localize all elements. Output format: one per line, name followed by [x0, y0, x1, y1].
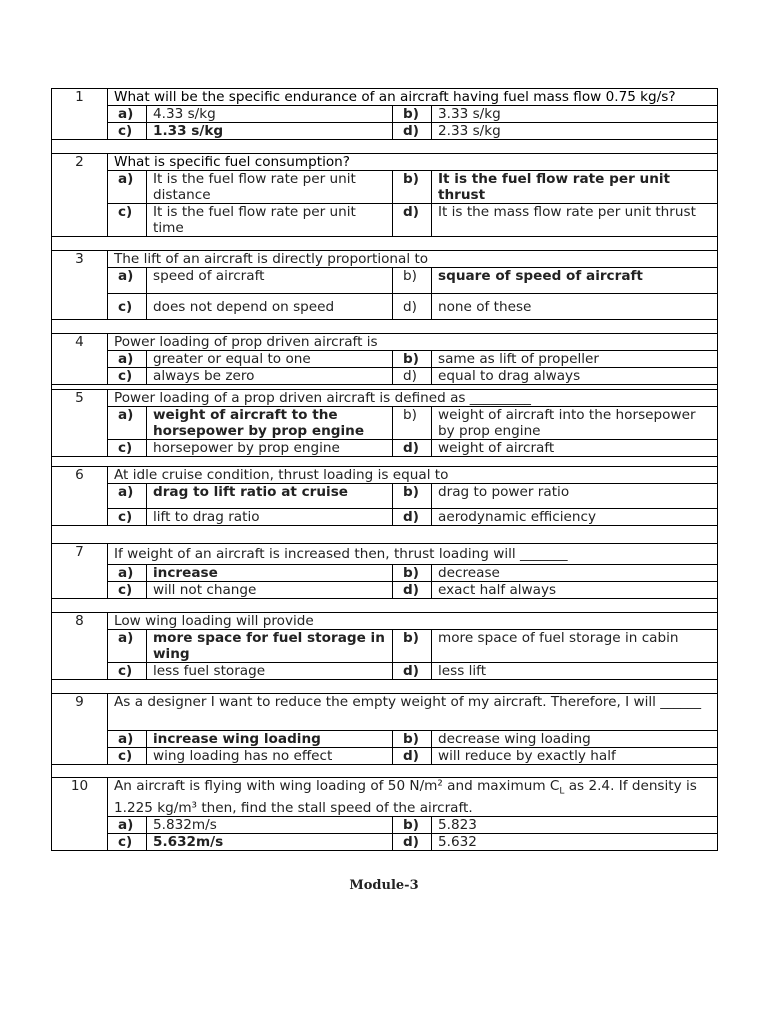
question-text: What will be the specific endurance of an aircraft having fuel mass flow 0.75 kg/s? [108, 89, 718, 106]
option-row [52, 294, 718, 320]
question-number: 5 [52, 390, 108, 457]
question-text-part: An aircraft is flying with wing loading of 50 N/m² and maximum C [114, 778, 560, 794]
option-text: always be zero [147, 368, 393, 385]
option-label: d) [393, 748, 432, 765]
option-label: d) [393, 440, 432, 457]
option-text-correct: weight of aircraft to the horsepower by prop engine [147, 407, 393, 440]
question-text: The lift of an aircraft is directly proportional to [108, 251, 718, 268]
question-text-subscript: L [559, 786, 565, 797]
option-label: a) [108, 731, 147, 748]
option-row [52, 565, 718, 582]
spacer-row [52, 237, 718, 251]
option-text: 5.632 [432, 833, 718, 850]
option-text: 5.832m/s [147, 816, 393, 833]
question-text [108, 778, 718, 817]
option-text: weight of aircraft [432, 440, 718, 457]
option-text: 3.33 s/kg [432, 106, 718, 123]
option-row [52, 833, 718, 850]
question-number: 8 [52, 613, 108, 680]
question-row [52, 89, 718, 106]
question-text: If weight of an aircraft is increased then, thrust loading will _______ [108, 544, 718, 565]
option-text: decrease [432, 565, 718, 582]
option-text-correct: increase wing loading [147, 731, 393, 748]
option-label: a) [108, 565, 147, 582]
option-row [52, 816, 718, 833]
question-text: At idle cruise condition, thrust loading is equal to [108, 467, 718, 484]
option-label: c) [108, 582, 147, 599]
option-text: speed of aircraft [147, 268, 393, 294]
option-row [52, 484, 718, 509]
option-text: will reduce by exactly half [432, 748, 718, 765]
option-text: less fuel storage [147, 663, 393, 680]
spacer-row [52, 457, 718, 467]
option-row [52, 663, 718, 680]
option-label: b) [393, 171, 432, 204]
option-label: a) [108, 484, 147, 509]
option-text: greater or equal to one [147, 351, 393, 368]
option-label: c) [108, 368, 147, 385]
option-row [52, 582, 718, 599]
option-label: a) [108, 816, 147, 833]
option-label: b) [393, 630, 432, 663]
option-label: b) [393, 106, 432, 123]
option-label: a) [108, 630, 147, 663]
question-number: 10 [52, 778, 108, 851]
option-label: b) [393, 484, 432, 509]
option-row [52, 748, 718, 765]
option-text: wing loading has no effect [147, 748, 393, 765]
question-number: 4 [52, 334, 108, 385]
option-label: d) [393, 368, 432, 385]
option-label: c) [108, 123, 147, 140]
quiz-table [51, 88, 718, 851]
option-label: c) [108, 663, 147, 680]
option-label: a) [108, 268, 147, 294]
question-text: As a designer I want to reduce the empty weight of my aircraft. Therefore, I will ______ [108, 694, 718, 731]
option-text: lift to drag ratio [147, 509, 393, 526]
question-text: Power loading of prop driven aircraft is [108, 334, 718, 351]
option-label: d) [393, 582, 432, 599]
option-label: d) [393, 509, 432, 526]
question-text: Low wing loading will provide [108, 613, 718, 630]
option-label: a) [108, 407, 147, 440]
option-text: It is the fuel flow rate per unit time [147, 204, 393, 237]
option-text-correct: 1.33 s/kg [147, 123, 393, 140]
question-number: 6 [52, 467, 108, 526]
option-text: more space of fuel storage in cabin [432, 630, 718, 663]
option-label: b) [393, 565, 432, 582]
spacer-row [52, 140, 718, 154]
page-footer: Module-3 [349, 878, 419, 893]
option-row [52, 268, 718, 294]
option-label: d) [393, 833, 432, 850]
option-label: b) [393, 731, 432, 748]
option-row [52, 440, 718, 457]
option-label: d) [393, 294, 432, 320]
option-row [52, 204, 718, 237]
spacer-row [52, 680, 718, 694]
option-row [52, 509, 718, 526]
question-number: 7 [52, 544, 108, 599]
option-label: c) [108, 204, 147, 237]
option-label: d) [393, 663, 432, 680]
option-text-correct: It is the fuel flow rate per unit thrust [432, 171, 718, 204]
question-row [52, 154, 718, 171]
option-text: less lift [432, 663, 718, 680]
option-label: c) [108, 833, 147, 850]
question-row [52, 334, 718, 351]
question-row [52, 694, 718, 731]
option-label: c) [108, 440, 147, 457]
option-row [52, 123, 718, 140]
option-text: aerodynamic efficiency [432, 509, 718, 526]
option-text-correct: square of speed of aircraft [432, 268, 718, 294]
option-text: It is the mass flow rate per unit thrust [432, 204, 718, 237]
option-label: a) [108, 171, 147, 204]
option-text: will not change [147, 582, 393, 599]
option-text: horsepower by prop engine [147, 440, 393, 457]
option-row [52, 106, 718, 123]
option-label: c) [108, 509, 147, 526]
option-row [52, 731, 718, 748]
option-text-correct: more space for fuel storage in wing [147, 630, 393, 663]
option-text: equal to drag always [432, 368, 718, 385]
option-text: 4.33 s/kg [147, 106, 393, 123]
question-row [52, 613, 718, 630]
option-label: c) [108, 748, 147, 765]
option-text-correct: 5.632m/s [147, 833, 393, 850]
question-number: 2 [52, 154, 108, 237]
option-label: b) [393, 351, 432, 368]
option-label: c) [108, 294, 147, 320]
option-text-correct: drag to lift ratio at cruise [147, 484, 393, 509]
option-row [52, 368, 718, 385]
option-text-correct: increase [147, 565, 393, 582]
option-row [52, 407, 718, 440]
option-text: decrease wing loading [432, 731, 718, 748]
option-text: same as lift of propeller [432, 351, 718, 368]
spacer-row [52, 320, 718, 334]
option-text: It is the fuel flow rate per unit distance [147, 171, 393, 204]
question-number: 1 [52, 89, 108, 140]
question-row [52, 544, 718, 565]
option-label: b) [393, 268, 432, 294]
spacer-row [52, 599, 718, 613]
question-number: 3 [52, 251, 108, 320]
option-text: drag to power ratio [432, 484, 718, 509]
option-label: a) [108, 351, 147, 368]
question-row [52, 467, 718, 484]
option-text: 5.823 [432, 816, 718, 833]
option-text: does not depend on speed [147, 294, 393, 320]
option-label: d) [393, 204, 432, 237]
option-row [52, 171, 718, 204]
question-row [52, 778, 718, 817]
spacer-row [52, 526, 718, 544]
option-row [52, 630, 718, 663]
question-text: What is specific fuel consumption? [108, 154, 718, 171]
option-label: a) [108, 106, 147, 123]
question-number: 9 [52, 694, 108, 765]
question-text-part: as 2.4. If density is 1.225 kg/m³ then, find the stall speed of the aircraft. [114, 778, 697, 816]
option-text: none of these [432, 294, 718, 320]
option-row [52, 351, 718, 368]
option-label: b) [393, 816, 432, 833]
option-text: exact half always [432, 582, 718, 599]
option-label: d) [393, 123, 432, 140]
option-text: weight of aircraft into the horsepower by prop engine [432, 407, 718, 440]
question-row [52, 390, 718, 407]
option-label: b) [393, 407, 432, 440]
question-row [52, 251, 718, 268]
option-text: 2.33 s/kg [432, 123, 718, 140]
spacer-row [52, 765, 718, 778]
question-text: Power loading of a prop driven aircraft is defined as _________ [108, 390, 718, 407]
